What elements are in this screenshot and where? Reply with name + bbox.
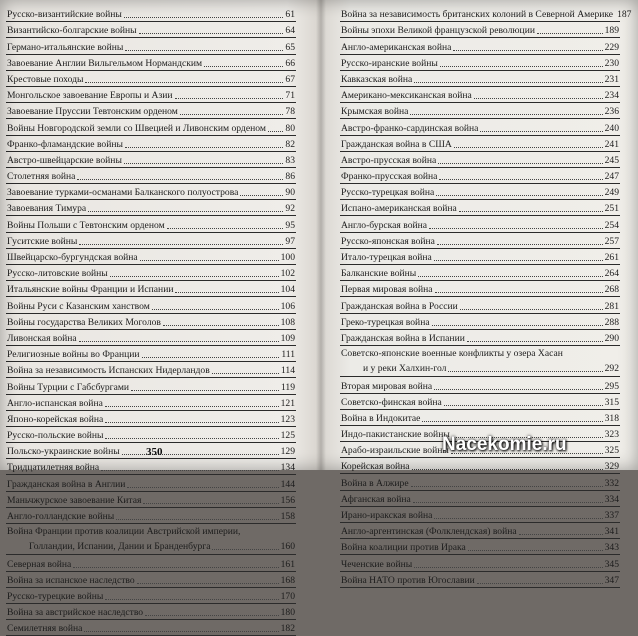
dot-leader: [519, 533, 603, 535]
toc-entry-title: Византийско-болгарские войны: [7, 25, 137, 37]
toc-entry-page: 168: [280, 574, 295, 586]
toc-entry-page: 247: [604, 171, 619, 183]
toc-entry-page: 245: [604, 154, 619, 166]
toc-entry: [6, 103, 296, 119]
toc-entry: [340, 233, 620, 249]
toc-entry-title: Германо-итальянские войны: [7, 41, 124, 53]
toc-entry-page: 229: [604, 41, 619, 53]
toc-entry-title: Австро-франко-сардинская война: [341, 122, 479, 134]
toc-entry-title: Войны государства Великих Моголов: [7, 316, 161, 328]
toc-entry: [6, 378, 296, 394]
dot-leader: [268, 130, 284, 132]
toc-entry: [6, 508, 296, 524]
toc-entry-title-line2: Голландии, Испании, Дании и Бранденбурга: [29, 541, 211, 552]
dot-leader: [140, 259, 279, 261]
dot-leader: [480, 130, 602, 132]
toc-entry-title: Русско-литовские войны: [7, 268, 108, 280]
page-number: 350: [146, 446, 163, 458]
toc-entry: [340, 249, 620, 265]
toc-entry: [340, 184, 620, 200]
dot-leader: [125, 49, 283, 51]
toc-entry: [340, 281, 620, 297]
dot-leader: [432, 324, 603, 326]
dot-leader: [439, 178, 602, 180]
toc-entry-page: 100: [280, 252, 295, 263]
toc-entry: [6, 604, 296, 620]
toc-entry: [6, 395, 296, 411]
dot-leader: [204, 65, 283, 67]
toc-entry-page: 111: [281, 349, 295, 361]
toc-entry: [6, 281, 296, 297]
toc-entry-title: Войны Новгородской земли со Швецией и Ливонским орденом: [7, 122, 266, 134]
toc-entry-title: Испано-американская война: [341, 203, 457, 215]
dot-leader: [468, 549, 603, 551]
toc-entry-title: Итало-турецкая война: [341, 252, 432, 263]
toc-entry-title: Первая мировая война: [341, 284, 433, 296]
toc-entry-page: 249: [604, 187, 619, 199]
dot-leader: [440, 65, 603, 67]
toc-entry-title: Итальянские войны Франции и Испании: [7, 284, 174, 296]
dot-leader: [477, 582, 603, 584]
dot-leader: [163, 324, 279, 326]
toc-entry: [6, 427, 296, 443]
toc-entry-title: Балканские войны: [341, 268, 417, 280]
toc-entry-page: 347: [604, 574, 619, 586]
dot-leader: [79, 243, 283, 245]
toc-entry-title: Вторая мировая война: [341, 380, 433, 392]
toc-entry-page: 158: [280, 511, 295, 522]
toc-entry: [340, 55, 620, 71]
toc-entry: [6, 314, 296, 330]
toc-entry: [340, 152, 620, 168]
toc-entry-title: Чеченские войны: [341, 558, 413, 570]
toc-entry-page: 290: [604, 332, 619, 344]
toc-entry-title-line2-wrap: [340, 361, 620, 375]
dot-leader: [142, 356, 280, 358]
toc-entry: [6, 22, 296, 38]
toc-entry-title: Русско-польские войны: [7, 430, 104, 442]
toc-entry-page: 123: [280, 413, 295, 425]
toc-entry: [340, 523, 620, 539]
dot-leader: [429, 227, 603, 229]
toc-entry-title: Завоевания Тимура: [7, 203, 87, 215]
toc-entry-title: Австро-швейцарские войны: [7, 154, 122, 166]
dot-leader: [411, 485, 603, 487]
dot-leader: [105, 405, 279, 407]
dot-leader: [437, 243, 603, 245]
toc-entry: [6, 249, 296, 265]
toc-entry-page: 65: [285, 41, 295, 53]
toc-entry-title-line2: и у реки Халхин-гол: [363, 362, 447, 374]
toc-entry-page: 104: [280, 284, 295, 296]
toc-entry-title: Северная война: [7, 558, 72, 570]
toc-entry-page: 251: [604, 203, 619, 215]
toc-entry: [6, 184, 296, 200]
toc-entry-page: 102: [280, 268, 295, 280]
dot-leader: [88, 210, 283, 212]
toc-entry: [6, 588, 296, 604]
dot-leader: [434, 517, 602, 519]
toc-entry-title: Гражданская война в США: [341, 138, 452, 150]
site-watermark: Nacekomie.ru: [442, 434, 567, 455]
toc-entry-title: Русско-иранские войны: [341, 57, 438, 69]
dot-leader: [474, 97, 603, 99]
toc-entry-page: 119: [280, 381, 295, 393]
toc-entry-page: 180: [280, 607, 295, 619]
toc-entry: [340, 394, 620, 410]
toc-entry-title: Религиозные войны во Франции: [7, 349, 140, 361]
toc-entry: [340, 410, 620, 426]
toc-entry-page: 230: [604, 57, 619, 69]
toc-entry-page: 66: [285, 57, 295, 69]
dot-leader: [124, 16, 284, 18]
toc-entry-title: Гражданская война в Испании: [341, 332, 465, 344]
toc-entry-page: 97: [285, 235, 295, 247]
toc-entry-page: 332: [604, 477, 619, 489]
toc-entry: [340, 297, 620, 313]
toc-entry-title: Англо-бурская война: [341, 219, 428, 231]
toc-entry: [340, 265, 620, 281]
toc-entry-page: 187: [617, 9, 632, 21]
dot-leader: [436, 194, 602, 196]
toc-entry: [340, 6, 632, 22]
dot-leader: [180, 113, 284, 115]
toc-entry-page: 264: [604, 268, 619, 280]
toc-entry-title: Афганская война: [341, 493, 411, 505]
toc-entry-title: Завоевание турками-османами Балканского полуострова: [7, 187, 239, 199]
dot-leader: [105, 437, 278, 439]
toc-entry: [340, 22, 620, 38]
toc-entry-title: Война в Алжире: [341, 477, 409, 489]
toc-entry-title: Англо-американская война: [341, 41, 452, 53]
toc-entry-title: Войны Польши с Тевтонским орденом: [7, 219, 165, 231]
toc-entry-title: Война в Индокитае: [341, 412, 421, 424]
toc-entry-page: 108: [280, 316, 295, 328]
dot-leader: [77, 178, 283, 180]
toc-entry: [6, 136, 296, 152]
toc-entry-page: 156: [280, 494, 295, 506]
dot-leader: [143, 502, 278, 504]
book-gutter: [316, 0, 326, 470]
toc-entry-title-line2-wrap: [6, 539, 296, 553]
dot-leader: [414, 81, 602, 83]
toc-entry: [6, 216, 296, 232]
toc-entry-page: 83: [285, 154, 295, 166]
dot-leader: [212, 548, 278, 550]
toc-entry-title: Ливонская война: [7, 332, 77, 344]
toc-entry-title: Японо-корейская война: [7, 413, 104, 425]
toc-entry-page: 161: [280, 558, 295, 570]
toc-entry: [6, 362, 296, 378]
toc-entry-title: Гражданская война в Англии: [7, 478, 126, 490]
toc-entry-title: Русско-японская война: [341, 235, 435, 247]
dot-leader: [414, 566, 602, 568]
dot-leader: [454, 146, 603, 148]
toc-entry: [6, 265, 296, 281]
toc-entry-page: 160: [280, 541, 295, 552]
dot-leader: [438, 162, 602, 164]
toc-entry-title: Монгольское завоевание Европы и Азии: [7, 90, 173, 102]
toc-entry-title: Маньчжурское завоевание Китая: [7, 494, 142, 506]
toc-entry: [6, 87, 296, 103]
toc-entry: [6, 475, 296, 491]
toc-entry-title: Тридцатилетняя война: [7, 462, 100, 474]
toc-entry: [340, 87, 620, 103]
toc-entry: [6, 55, 296, 71]
toc-entry-page: 236: [604, 106, 619, 118]
toc-entry: [340, 539, 620, 555]
toc-entry-title: Завоевание Англии Вильгельмом Нормандским: [7, 57, 203, 69]
toc-entry-page: 80: [285, 122, 295, 134]
toc-entry: [6, 233, 296, 249]
toc-entry: [340, 216, 620, 232]
toc-entry: [340, 474, 620, 490]
toc-entry-page: 257: [604, 235, 619, 247]
toc-entry-page: 121: [280, 397, 295, 409]
toc-entry: [340, 119, 620, 135]
toc-entry-title: Кавказская война: [341, 73, 413, 85]
dot-leader: [139, 32, 284, 34]
dot-leader: [434, 388, 602, 390]
dot-leader: [212, 372, 279, 374]
toc-entry: [6, 330, 296, 346]
toc-entry-title: Семилетняя война: [7, 623, 83, 635]
toc-entry-page: 189: [604, 25, 619, 37]
toc-entry-page: 86: [285, 171, 295, 183]
toc-entry-page: 67: [285, 73, 295, 85]
toc-entry-title: Русско-турецкая война: [341, 187, 435, 199]
toc-entry: [340, 168, 620, 184]
toc-entry-title: Американо-мексиканская война: [341, 90, 472, 102]
toc-entry-page: 144: [280, 478, 295, 490]
toc-entry-title: Войны Руси с Казанским ханством: [7, 300, 150, 312]
toc-entry-page: 329: [604, 461, 619, 473]
dot-leader: [453, 49, 602, 51]
toc-entry-page: 288: [604, 316, 619, 328]
toc-entry-title: Франко-прусская война: [341, 171, 438, 183]
toc-entry-page: 71: [285, 90, 295, 102]
toc-entry-title: Франко-фламандские войны: [7, 138, 123, 150]
dot-leader: [410, 113, 602, 115]
toc-entry-page: 90: [285, 187, 295, 199]
toc-entry-title: Война за испанское наследство: [7, 574, 135, 586]
dot-leader: [84, 630, 278, 632]
toc-entry-title: Гуситские войны: [7, 235, 78, 247]
toc-entry-title: Англо-испанская война: [7, 397, 103, 409]
dot-leader: [175, 291, 278, 293]
toc-entry-title: Русско-византийские войны: [7, 9, 122, 21]
dot-leader: [127, 486, 278, 488]
toc-entry: [340, 491, 620, 507]
toc-entry-page: 343: [604, 542, 619, 554]
toc-entry-title: Война за независимость британских колоний в Северной Америке: [341, 9, 614, 21]
toc-entry: [6, 620, 296, 636]
toc-entry-page: 64: [285, 25, 295, 37]
toc-entry-page: 82: [285, 138, 295, 150]
toc-entry-page: 292: [604, 362, 619, 374]
toc-entry-multiline: [6, 524, 296, 555]
toc-entry-page: 125: [280, 430, 295, 442]
toc-entry-page: 114: [280, 365, 295, 377]
toc-entry-page: 341: [604, 526, 619, 538]
toc-entry: [6, 200, 296, 216]
dot-leader: [105, 598, 278, 600]
dot-leader: [537, 32, 603, 34]
toc-entry: [340, 103, 620, 119]
toc-entry: [6, 492, 296, 508]
toc-entry-title: Греко-турецкая война: [341, 316, 430, 328]
toc-entry-page: 234: [604, 90, 619, 102]
toc-entry-page: 95: [285, 219, 295, 231]
toc-entry-page: 254: [604, 219, 619, 231]
toc-entry-page: 134: [280, 462, 295, 474]
toc-entry-page: 334: [604, 493, 619, 505]
dot-leader: [124, 162, 284, 164]
toc-entry-title: Советско-финская война: [341, 396, 442, 408]
toc-entry-title: Арабо-израильские войны: [341, 445, 449, 457]
toc-entry-title: Гражданская война в России: [341, 300, 458, 312]
toc-entry: [6, 71, 296, 87]
toc-entry-page: 337: [604, 510, 619, 522]
toc-entry: [6, 38, 296, 54]
dot-leader: [79, 340, 279, 342]
toc-entry: [340, 136, 620, 152]
toc-entry: [340, 377, 620, 393]
dot-leader: [435, 291, 603, 293]
toc-entry-page: 109: [280, 332, 295, 344]
toc-entry: [6, 119, 296, 135]
toc-entry-title: Англо-голландские войны: [7, 511, 115, 522]
toc-entry-page: 318: [604, 412, 619, 424]
toc-entry-title: Корейская война: [341, 461, 410, 473]
toc-entry-page: 325: [604, 445, 619, 457]
toc-entry-page: 170: [280, 590, 295, 602]
toc-entry-page: 323: [604, 429, 619, 441]
toc-entry-title: Столетняя война: [7, 171, 76, 183]
toc-entry-title: Польско-украинские войны: [7, 446, 120, 458]
toc-entry-page: 261: [604, 252, 619, 263]
toc-entry-title: Австро-прусская война: [341, 154, 437, 166]
toc-entry: [340, 458, 620, 474]
toc-entry: [340, 507, 620, 523]
toc-entry-title: Завоевание Пруссии Тевтонским орденом: [7, 106, 178, 118]
dot-leader: [418, 275, 602, 277]
toc-entry-page: 78: [285, 106, 295, 118]
toc-entry-page: 315: [604, 396, 619, 408]
toc-entry-title: Война коалиции против Ирака: [341, 542, 466, 554]
toc-entry-title: Война за независимость Испанских Нидерландов: [7, 365, 210, 377]
toc-entry: [6, 152, 296, 168]
toc-entry-title: Англо-аргентинская (Фолклендская) война: [341, 526, 517, 538]
toc-entry: [340, 200, 620, 216]
toc-entry-title: Войны Турции с Габсбургами: [7, 381, 130, 393]
toc-entry-page: 240: [604, 122, 619, 134]
toc-entry: [6, 411, 296, 427]
dot-leader: [131, 389, 279, 391]
dot-leader: [460, 308, 603, 310]
toc-entry-page: 182: [280, 623, 295, 635]
dot-leader: [413, 501, 603, 503]
dot-leader: [434, 259, 603, 261]
toc-entry-title-line1: Война Франции против коалиции Австрийской империи,: [7, 526, 241, 537]
dot-leader: [412, 468, 603, 470]
toc-entry-page: 106: [280, 300, 295, 312]
toc-entry-title: Война за австрийское наследство: [7, 607, 144, 619]
left-page-toc: [6, 6, 296, 636]
toc-entry: [340, 330, 620, 346]
toc-entry-title: Ирано-иракская война: [341, 510, 433, 522]
toc-entry-multiline: [340, 346, 620, 377]
dot-leader: [105, 421, 278, 423]
dot-leader: [85, 81, 283, 83]
right-page-toc: [340, 6, 632, 588]
dot-leader: [125, 146, 283, 148]
toc-entry-title-line1: Советско-японские военные конфликты у озера Хасан: [341, 347, 563, 359]
dot-leader: [167, 227, 284, 229]
toc-entry: [6, 297, 296, 313]
toc-entry-title: Крестовые походы: [7, 73, 84, 85]
dot-leader: [73, 566, 278, 568]
toc-entry-page: 241: [604, 138, 619, 150]
toc-entry-title: Русско-турецкие войны: [7, 590, 104, 602]
dot-leader: [110, 275, 279, 277]
toc-entry: [6, 6, 296, 22]
toc-entry: [6, 459, 296, 475]
toc-entry: [340, 314, 620, 330]
toc-entry: [340, 71, 620, 87]
dot-leader: [467, 340, 603, 342]
toc-entry-title: Войны эпохи Великой французской революции: [341, 25, 535, 37]
toc-entry-page: 268: [604, 284, 619, 296]
toc-entry: [340, 572, 620, 588]
toc-entry: [6, 572, 296, 588]
toc-entry-title: Швейцарско-бургундская война: [7, 252, 138, 263]
dot-leader: [459, 210, 603, 212]
toc-entry: [6, 346, 296, 362]
dot-leader: [175, 97, 284, 99]
toc-entry: [340, 555, 620, 571]
toc-entry-page: 61: [285, 9, 295, 21]
dot-leader: [422, 420, 602, 422]
toc-entry-page: 92: [285, 203, 295, 215]
dot-leader: [116, 518, 278, 520]
toc-entry-title: Крымская война: [341, 106, 409, 118]
dot-leader: [152, 308, 279, 310]
toc-entry-page: 231: [604, 73, 619, 85]
toc-entry-title: Индо-пакистанские войны: [341, 429, 450, 441]
toc-entry-title: Война НАТО против Югославии: [341, 574, 475, 586]
dot-leader: [448, 370, 602, 372]
dot-leader: [444, 404, 603, 406]
dot-leader: [145, 614, 279, 616]
toc-entry-page: 281: [604, 300, 619, 312]
toc-entry-page: 129: [280, 446, 295, 458]
toc-entry-page: 295: [604, 380, 619, 392]
toc-entry: [6, 168, 296, 184]
dot-leader: [137, 582, 279, 584]
toc-entry: [340, 38, 620, 54]
dot-leader: [240, 194, 283, 196]
toc-entry-page: 345: [604, 558, 619, 570]
toc-entry: [6, 555, 296, 571]
